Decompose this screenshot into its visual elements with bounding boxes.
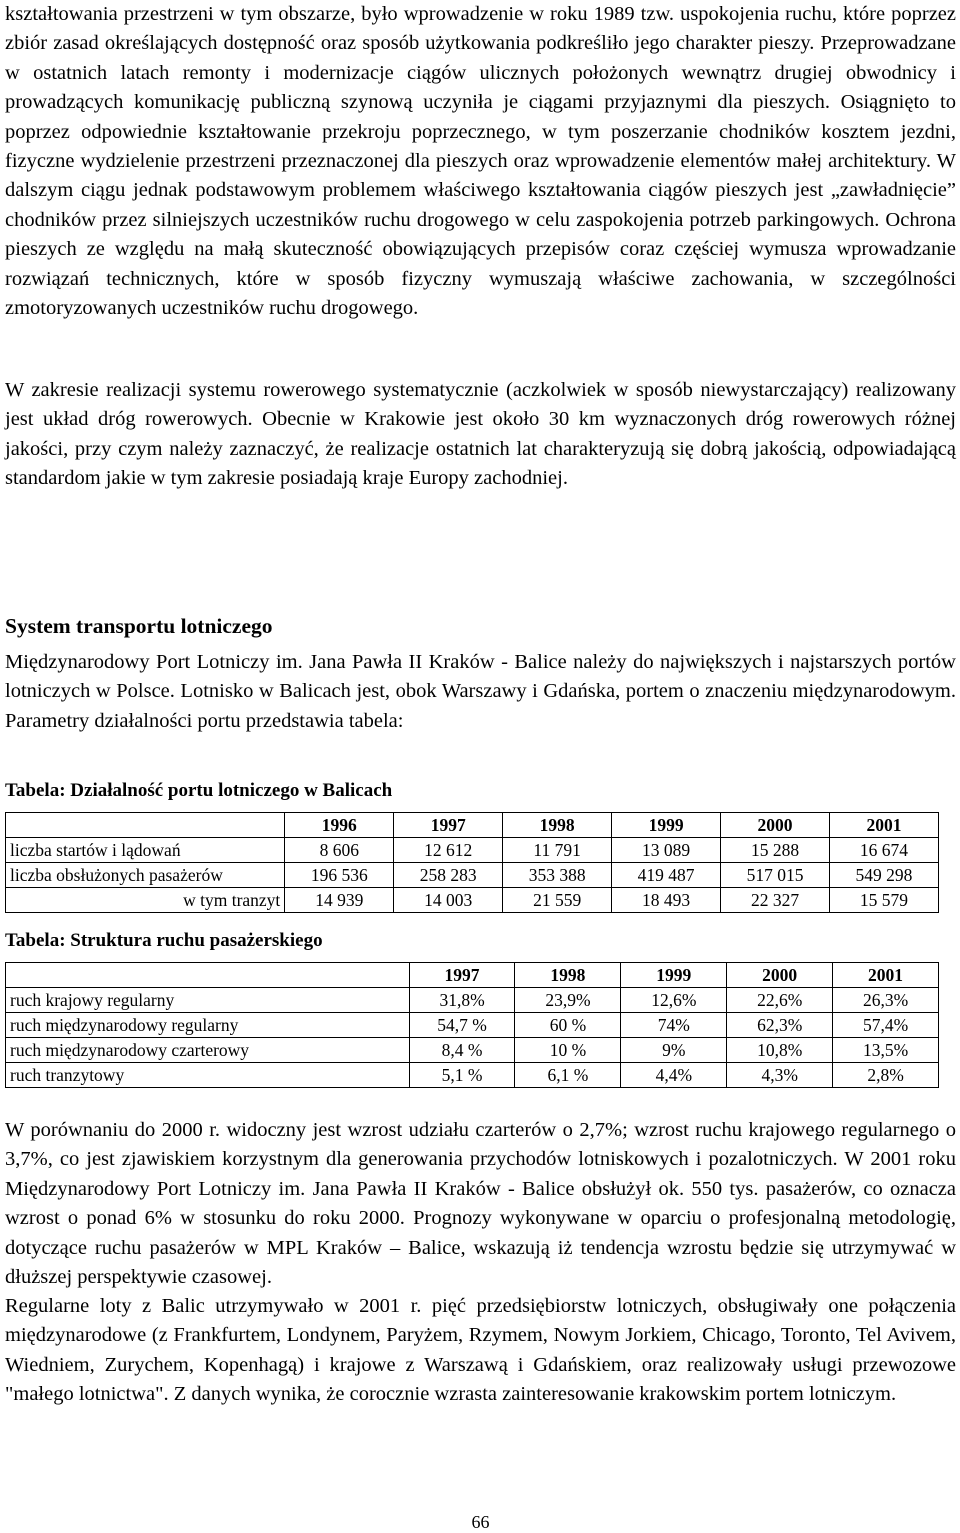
row-label: liczba obsłużonych pasażerów — [6, 863, 285, 888]
table-cell: 10,8% — [727, 1038, 833, 1063]
table-cell: 4,3% — [727, 1063, 833, 1088]
table-corner-cell — [6, 813, 285, 838]
table-cell: 14 939 — [285, 888, 394, 913]
table-cell: 16 674 — [829, 838, 938, 863]
table-row — [6, 1013, 939, 1038]
table-cell: 12,6% — [621, 988, 727, 1013]
table-row — [6, 838, 939, 863]
table-cell: 2,8% — [833, 1063, 939, 1088]
column-header: 1997 — [409, 963, 515, 988]
table-cell: 196 536 — [285, 863, 394, 888]
column-header: 2000 — [721, 813, 830, 838]
column-header: 2001 — [829, 813, 938, 838]
table-cell: 57,4% — [833, 1013, 939, 1038]
row-label: ruch międzynarodowy regularny — [6, 1013, 410, 1038]
column-header: 1996 — [285, 813, 394, 838]
section-title: System transportu lotniczego — [5, 614, 273, 638]
column-header: 2001 — [833, 963, 939, 988]
column-header: 1997 — [394, 813, 503, 838]
table-cell: 419 487 — [612, 863, 721, 888]
table-cell: 21 559 — [503, 888, 612, 913]
table-row — [6, 888, 939, 913]
table-cell: 353 388 — [503, 863, 612, 888]
table-cell: 60 % — [515, 1013, 621, 1038]
table-cell: 549 298 — [829, 863, 938, 888]
table-cell: 12 612 — [394, 838, 503, 863]
table-header-row — [6, 963, 939, 988]
table-cell: 8,4 % — [409, 1038, 515, 1063]
table-cell: 13,5% — [833, 1038, 939, 1063]
paragraph-bicycle: W zakresie realizacji systemu rowerowego systematycznie (aczkolwiek w sposób niewystarczający) realizowany jest układ dróg rowerowych. Obecnie w Krakowie jest około 30 km wyznaczonych dróg rowerowych różnej jakości, przy czym należy zaznaczyć, że realizacje ostatnich lat charakteryzują się dobrą jakością, odpowiadającą standardom jakie w tym zakresie posiadają kraje Europy zachodniej. — [5, 379, 956, 490]
table-cell: 74% — [621, 1013, 727, 1038]
column-header: 1999 — [612, 813, 721, 838]
column-header: 2000 — [727, 963, 833, 988]
table-cell: 6,1 % — [515, 1063, 621, 1088]
table-row — [6, 863, 939, 888]
column-header: 1998 — [503, 813, 612, 838]
paragraph-regular-flights: Regularne loty z Balic utrzymywało w 2001 r. pięć przedsiębiorstw lotniczych, obsługiwały one połączenia międzynarodowe (z Frankfurtem, Londynem, Paryżem, Rzymem, Nowym Jorkiem, Chicago, Toronto, Tel Avivem, Wiedniem, Zurychem, Kopenhagą) i krajowe z Warszawą i Gdańskiem, oraz realizowały usługi przewozowe "małego lotnictwa". Z danych wynika, że corocznie wzrasta zainteresowanie krakowskim portem lotniczym. — [5, 1295, 956, 1406]
row-label: w tym tranzyt — [6, 888, 285, 913]
table-cell: 8 606 — [285, 838, 394, 863]
table-cell: 62,3% — [727, 1013, 833, 1038]
table-cell: 258 283 — [394, 863, 503, 888]
column-header: 1998 — [515, 963, 621, 988]
table-row — [6, 1063, 939, 1088]
table1-caption: Tabela: Działalność portu lotniczego w Balicach — [5, 780, 393, 801]
row-label: ruch krajowy regularny — [6, 988, 410, 1013]
page-number: 66 — [471, 1512, 490, 1532]
paragraph-airport-intro: Międzynarodowy Port Lotniczy im. Jana Pawła II Kraków - Balice należy do największych i najstarszych portów lotniczych w Polsce. Lotnisko w Balicach jest, obok Warszawy i Gdańska, portem o znaczeniu międzynarodowym. Parametry działalności portu przedstawia tabela: — [5, 651, 956, 732]
row-label: ruch tranzytowy — [6, 1063, 410, 1088]
table-cell: 517 015 — [721, 863, 830, 888]
table-cell: 14 003 — [394, 888, 503, 913]
table-cell: 9% — [621, 1038, 727, 1063]
table-cell: 23,9% — [515, 988, 621, 1013]
table2-caption: Tabela: Struktura ruchu pasażerskiego — [5, 930, 323, 951]
paragraph-comparison: W porównaniu do 2000 r. widoczny jest wzrost udziału czarterów o 2,7%; wzrost ruchu krajowego regularnego o 3,7%, co jest zjawiskiem korzystnym dla generowania przychodów lotniskowych i pozalotniczych. W 2001 roku Międzynarodowy Port Lotniczy im. Jana Pawła II Kraków - Balice obsłużył ok. 550 tys. pasażerów, co oznacza wzrost o ponad 6% w stosunku do roku 2000. Prognozy wykonywane w oparciu o profesjonalną metodologię, dotyczące ruchu pasażerów w MPL Kraków – Balice, wskazują iż tendencja wzrostu będzie się utrzymywać w dłuższej perspektywie czasowej. — [5, 1119, 956, 1289]
table-row — [6, 1038, 939, 1063]
table-cell: 18 493 — [612, 888, 721, 913]
table-cell: 13 089 — [612, 838, 721, 863]
column-header: 1999 — [621, 963, 727, 988]
table-cell: 10 % — [515, 1038, 621, 1063]
table-cell: 31,8% — [409, 988, 515, 1013]
table-cell: 22 327 — [721, 888, 830, 913]
table-cell: 5,1 % — [409, 1063, 515, 1088]
table-cell: 26,3% — [833, 988, 939, 1013]
table-cell: 22,6% — [727, 988, 833, 1013]
table-cell: 15 579 — [829, 888, 938, 913]
paragraph-pedestrian: kształtowania przestrzeni w tym obszarze, było wprowadzenie w roku 1989 tzw. uspokojenia ruchu, które poprzez zbiór zasad określających dostępność oraz sposób użytkowania podkreśliło jego charakter pieszy. Przeprowadzane w ostatnich latach remonty i modernizacje ciągów ulicznych położonych wewnątrz drugiej obwodnicy i prowadzących komunikację publiczną szynową uczyniła je ciągami przyjaznymi dla pieszych. Osiągnięto to poprzez odpowiednie kształtowanie przekroju poprzecznego, w tym poszerzanie chodników kosztem jezdni, fizyczne wydzielenie przestrzeni przeznaczonej dla pieszych oraz wprowadzenie elementów małej architektury. W dalszym ciągu jednak podstawowym problemem właściwego kształtowania ciągów pieszych jest „zawładnięcie” chodników przez silniejszych uczestników ruchu drogowego w celu zaspokojenia potrzeb parkingowych. Ochrona pieszych ze względu na małą skuteczność obowiązujących przepisów coraz częściej wymusza wprowadzanie rozwiązań technicznych, które w sposób fizyczny wymuszają właściwe zachowania, w szczególności zmotoryzowanych uczestników ruchu drogowego. — [5, 3, 956, 320]
table-row — [6, 988, 939, 1013]
row-label: ruch międzynarodowy czarterowy — [6, 1038, 410, 1063]
table-cell: 11 791 — [503, 838, 612, 863]
table-header-row — [6, 813, 939, 838]
table-cell: 15 288 — [721, 838, 830, 863]
table-corner-cell — [6, 963, 410, 988]
passenger-structure-table — [5, 962, 939, 1088]
table-cell: 54,7 % — [409, 1013, 515, 1038]
airport-activity-table — [5, 812, 939, 913]
table-cell: 4,4% — [621, 1063, 727, 1088]
row-label: liczba startów i lądowań — [6, 838, 285, 863]
